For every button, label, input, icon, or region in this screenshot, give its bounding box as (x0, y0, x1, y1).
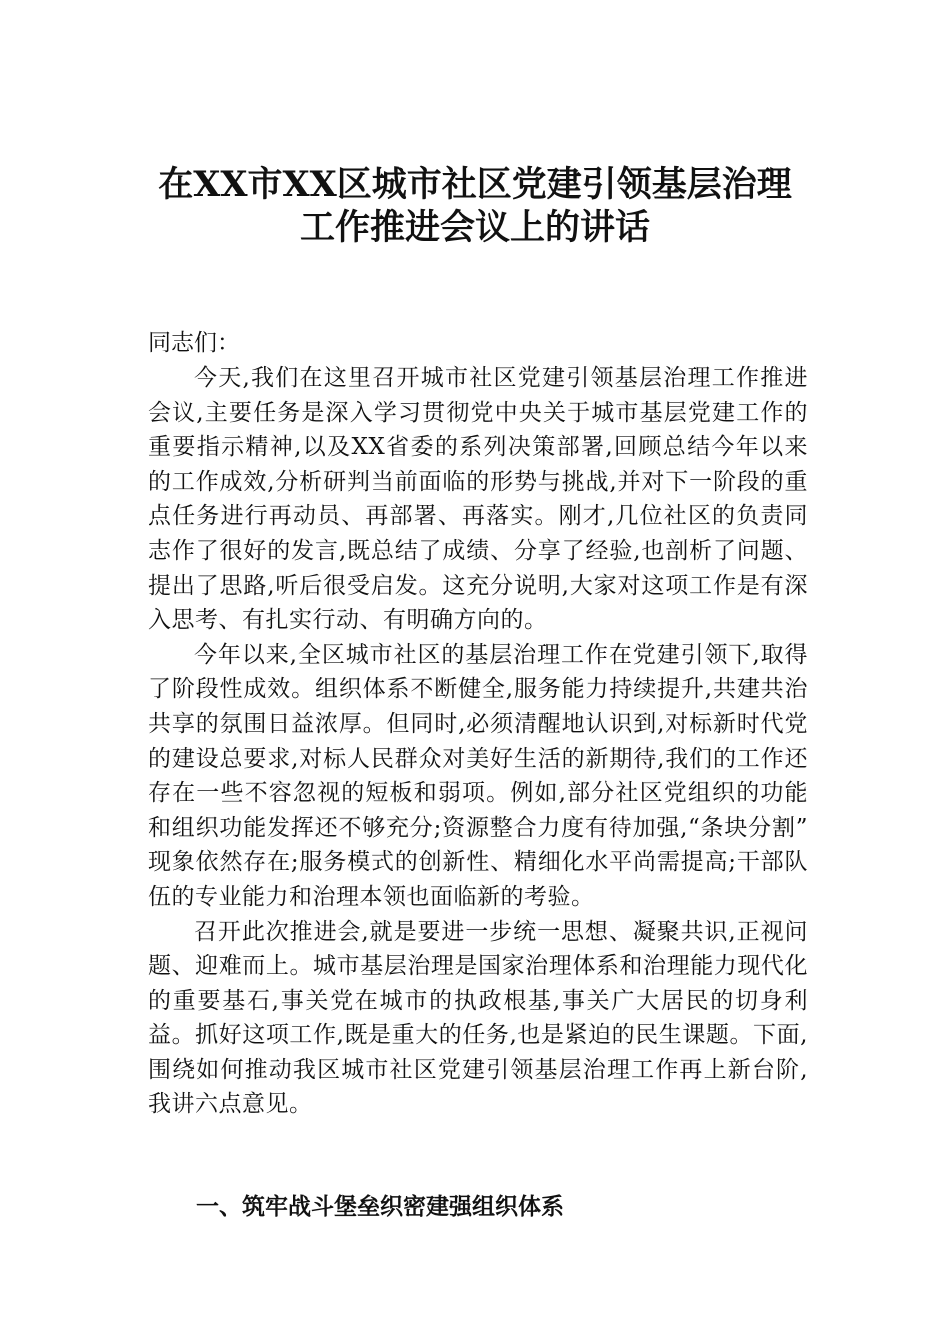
paragraph-3: 召开此次推进会,就是要进一步统一思想、凝聚共识,正视问题、迎难而上。城市基层治理是国家治理体系和治理能力现代化的重要基石,事关党在城市的执政根基,事关广大居民的切身利益。抓好这项工作,既是重大的任务,也是紧迫的民生课题。下面,围绕如何推动我区城市社区党建引领基层治理工作再上新台阶,我讲六点意见。 (148, 918, 808, 1118)
salutation: 同志们： (148, 330, 240, 356)
document-title-line-2: 工作推进会议上的讲话 (299, 207, 650, 248)
document-title-line-1: 在XX市XX区城市社区党建引领基层治理 (158, 164, 792, 205)
section-heading-1: 一、筑牢战斗堡垒织密建强组织体系 (196, 1194, 564, 1220)
paragraph-2: 今年以来,全区城市社区的基层治理工作在党建引领下,取得了阶段性成效。组织体系不断健全,服务能力持续提升,共建共治共享的氛围日益浓厚。但同时,必须清醒地认识到,对标新时代党的建设总要求,对标人民群众对美好生活的新期待,我们的工作还存在一些不容忽视的短板和弱项。例如,部分社区党组织的功能和组织功能发挥还不够充分;资源整合力度有待加强,“条块分割” 现象依然存在;服务模式的创新性、精细化水平尚需提高;干部队伍的专业能力和治理本领也面临新的考验。 (148, 641, 808, 910)
speech-body (148, 361, 808, 1122)
paragraph-1: 今天,我们在这里召开城市社区党建引领基层治理工作推进会议,主要任务是深入学习贯彻党中央关于城市基层党建工作的重要指示精神,以及XX省委的系列决策部署,回顾总结今年以来的工作成效,分析研判当前面临的形势与挑战,并对下一阶段的重点任务进行再动员、再部署、再落实。刚才,几位社区的负责同志作了很好的发言,既总结了成绩、分享了经验,也剖析了问题、提出了思路,听后很受启发。这充分说明,大家对这项工作是有深入思考、有扎实行动、有明确方向的。 (148, 365, 808, 634)
